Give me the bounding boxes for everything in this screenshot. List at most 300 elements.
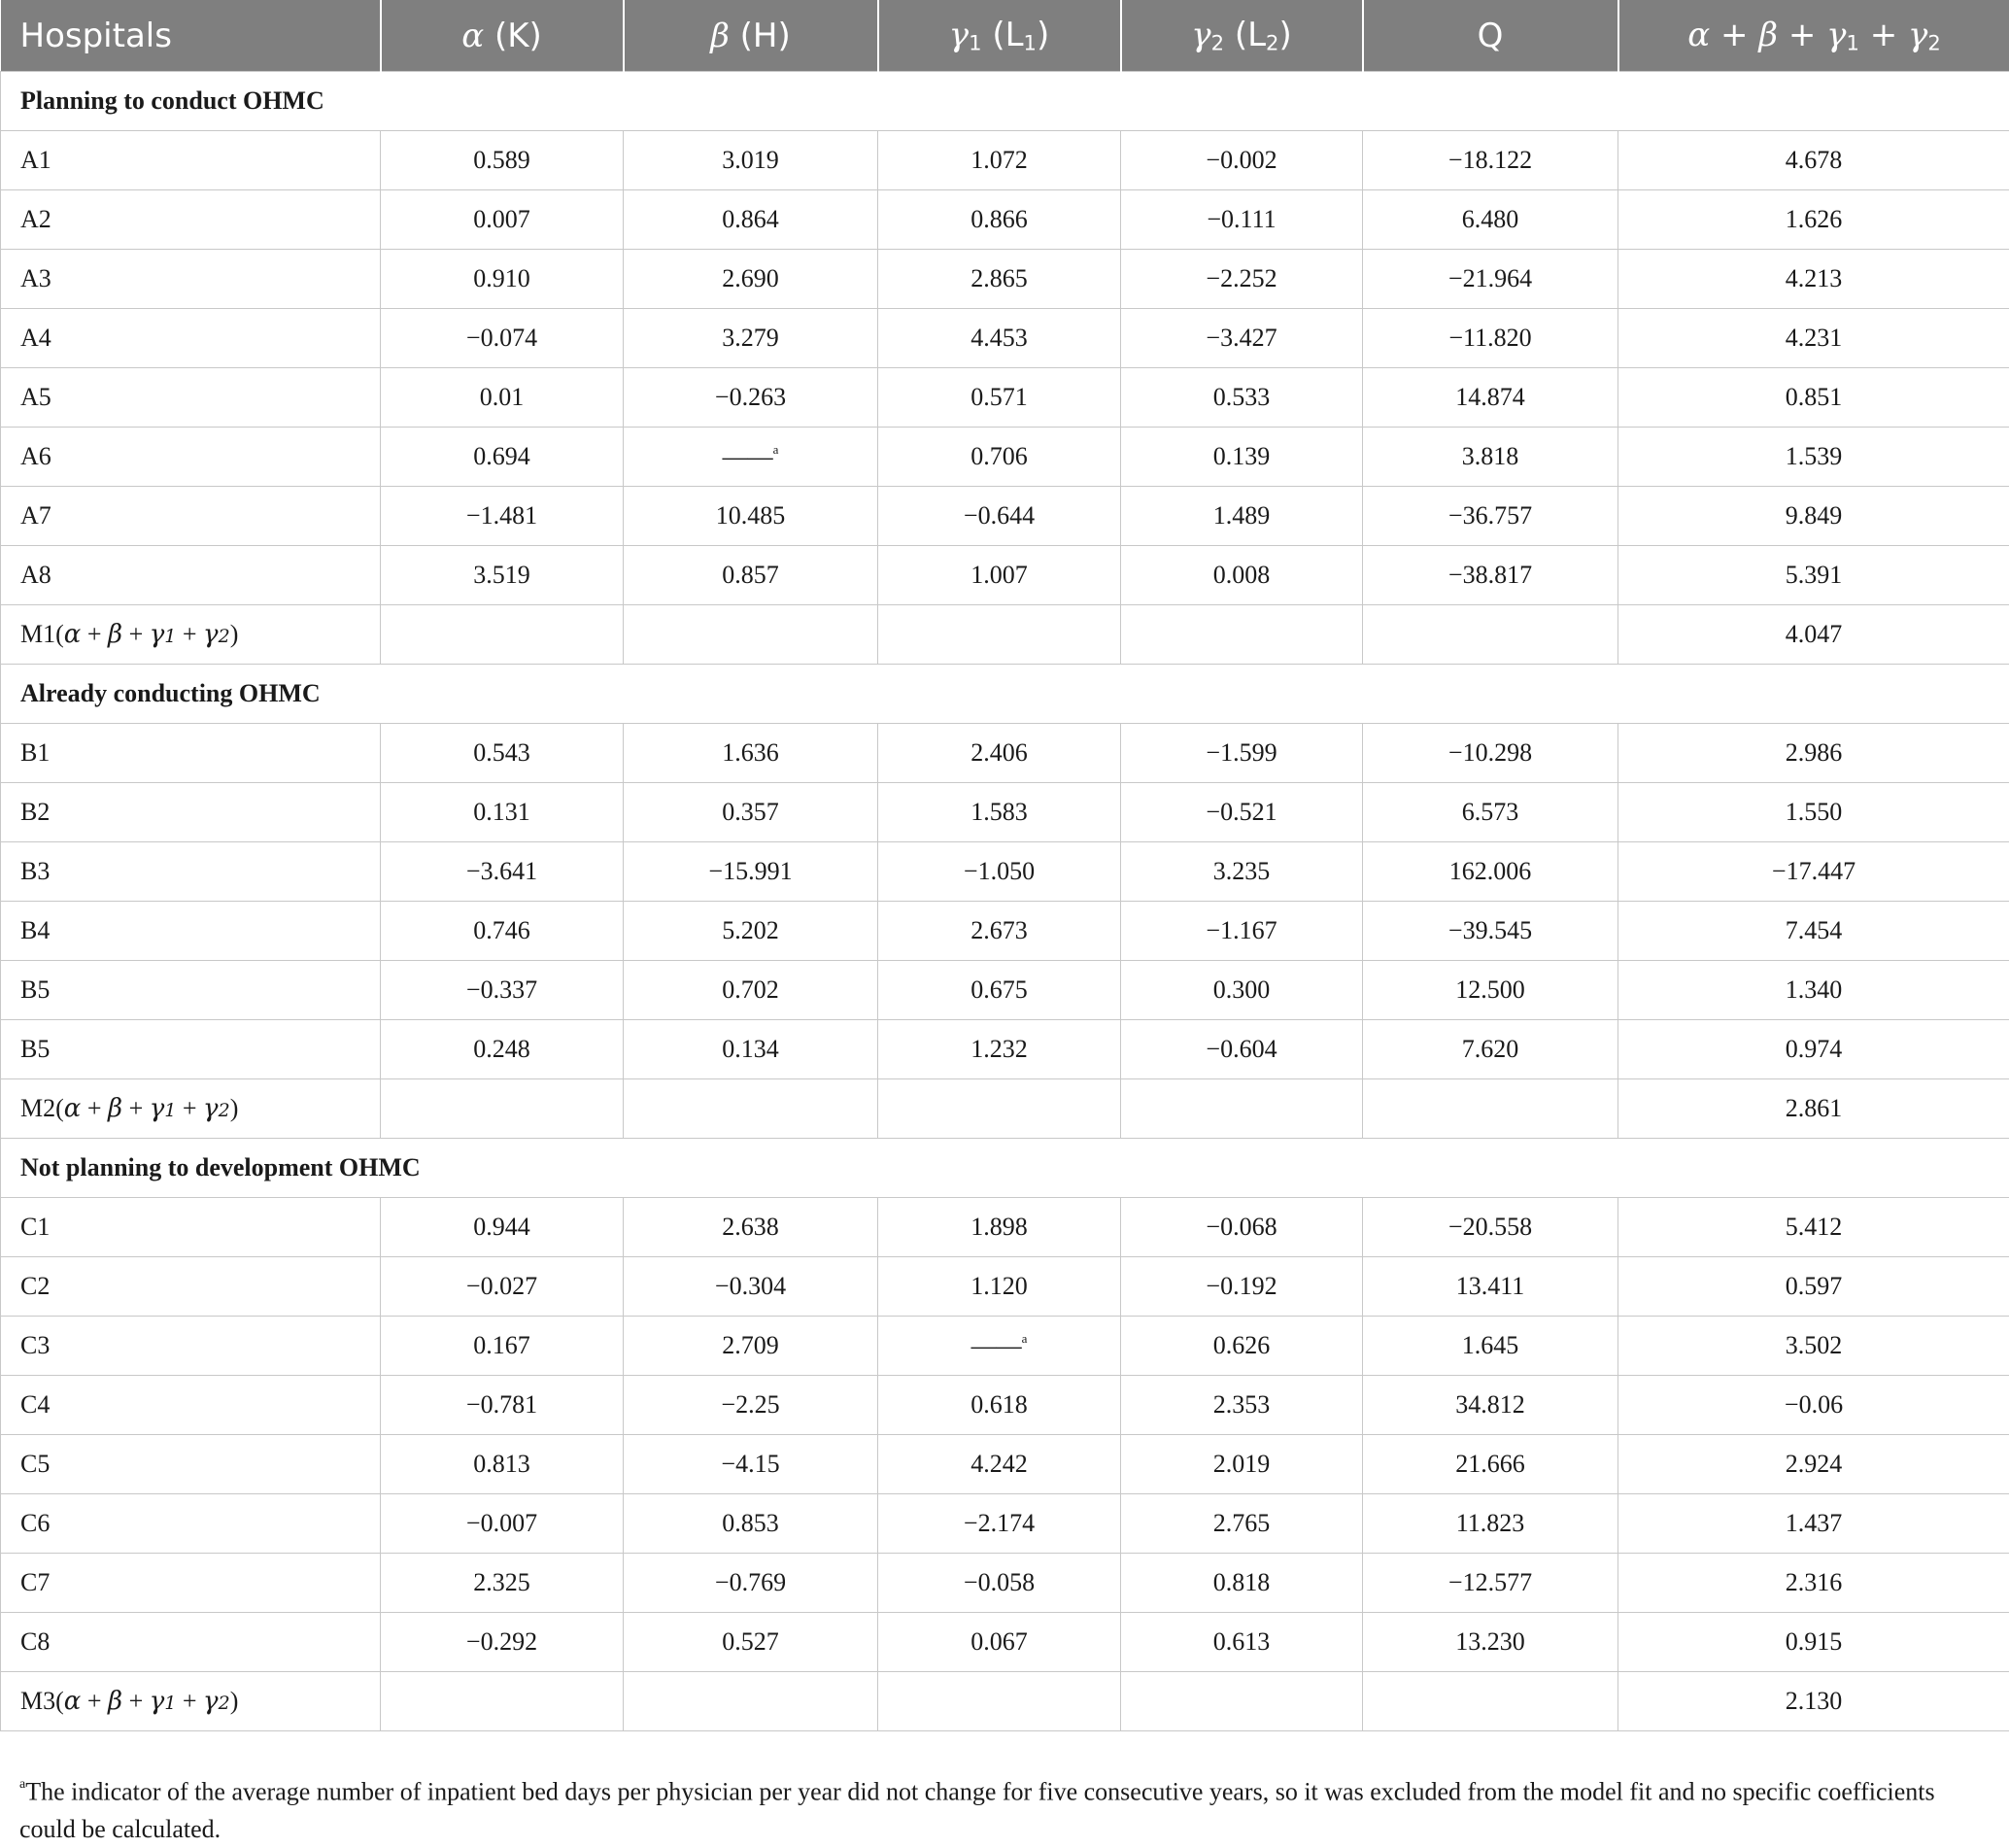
cell-value: 13.230 <box>1455 1627 1525 1656</box>
cell-value: 0.618 <box>970 1390 1028 1419</box>
sum-cell <box>1618 783 2009 842</box>
cell-value: 2.353 <box>1213 1390 1271 1419</box>
gamma1-cell <box>878 1257 1121 1317</box>
table-row <box>1 131 2009 190</box>
cell-value: C3 <box>20 1331 50 1359</box>
cell-value: 21.666 <box>1455 1450 1525 1478</box>
sum-plus: + <box>1788 16 1817 54</box>
hospital-name-cell <box>1 546 381 605</box>
gamma2-cell <box>1121 783 1363 842</box>
cell-value: 0.626 <box>1213 1331 1271 1359</box>
empty-cell <box>1363 1672 1618 1731</box>
beta-cell <box>624 190 878 250</box>
q-cell <box>1363 783 1618 842</box>
cell-value: 0.915 <box>1786 1627 1843 1656</box>
cell-value: C7 <box>20 1568 50 1596</box>
cell-value: 11.823 <box>1456 1509 1525 1537</box>
cell-value: 0.248 <box>473 1035 530 1063</box>
cell-value: 0.864 <box>722 205 779 233</box>
cell-value: 0.746 <box>473 916 530 944</box>
cell-value: 1.340 <box>1786 975 1843 1004</box>
empty-cell <box>381 1672 624 1731</box>
gamma1-cell <box>878 250 1121 309</box>
cell-value: 0.944 <box>473 1213 530 1241</box>
cell-value: 0.01 <box>480 383 525 411</box>
gamma1-var-sub: 1 <box>1024 31 1037 55</box>
alpha-cell <box>381 250 624 309</box>
cell-value: −4.15 <box>721 1450 779 1478</box>
q-cell <box>1363 1376 1618 1435</box>
gamma1-symbol: γ <box>949 16 969 54</box>
cell-value: 0.613 <box>1213 1627 1271 1656</box>
sum-cell <box>1618 1020 2009 1079</box>
q-cell <box>1363 368 1618 428</box>
cell-value: −3.641 <box>466 857 537 885</box>
cell-value: B5 <box>20 1035 50 1063</box>
hospital-name-cell <box>1 428 381 487</box>
cell-value: 7.454 <box>1786 916 1843 944</box>
gamma1-close: ) <box>1037 16 1049 54</box>
sum-cell <box>1618 1317 2009 1376</box>
beta-cell <box>624 783 878 842</box>
cell-value: 0.008 <box>1213 561 1271 589</box>
cell-value: 0.167 <box>473 1331 530 1359</box>
gamma1-cell <box>878 1020 1121 1079</box>
q-cell <box>1363 842 1618 902</box>
mean-formula-part: γ <box>150 1094 165 1123</box>
cell-value: −0.06 <box>1785 1390 1843 1419</box>
cell-value: 4.453 <box>970 324 1028 352</box>
hospital-name-cell <box>1 1198 381 1257</box>
mean-formula-part: α <box>64 620 82 649</box>
beta-cell <box>624 250 878 309</box>
cell-value: 1.583 <box>970 798 1028 826</box>
alpha-var: (K) <box>494 17 542 55</box>
cell-value: 3.519 <box>473 561 530 589</box>
alpha-cell <box>381 1020 624 1079</box>
q-cell <box>1363 1317 1618 1376</box>
gamma1-cell <box>878 783 1121 842</box>
gamma1-cell <box>878 428 1121 487</box>
mean-formula-part: α <box>64 1687 82 1716</box>
cell-value: 0.571 <box>970 383 1028 411</box>
cell-value: 0.357 <box>722 798 779 826</box>
header-gamma2 <box>1121 0 1363 72</box>
mean-row <box>1 1079 2009 1139</box>
sum-gamma2: γ <box>1908 16 1927 54</box>
cell-value: 0.527 <box>722 1627 779 1656</box>
alpha-symbol: α <box>461 17 484 55</box>
empty-cell <box>878 1672 1121 1731</box>
q-cell <box>1363 428 1618 487</box>
alpha-cell <box>381 190 624 250</box>
hospital-name-cell <box>1 1020 381 1079</box>
beta-cell <box>624 724 878 783</box>
gamma1-cell <box>878 1317 1121 1376</box>
cell-value: 5.412 <box>1786 1213 1843 1241</box>
q-cell <box>1363 1554 1618 1613</box>
cell-value: 10.485 <box>716 501 786 530</box>
cell-value: 2.765 <box>1213 1509 1271 1537</box>
footnote-marker: a <box>773 442 779 457</box>
alpha-cell <box>381 961 624 1020</box>
mean-formula-part: M1 <box>20 620 55 648</box>
gamma2-sub: 2 <box>1211 31 1224 55</box>
cell-value: −0.007 <box>466 1509 537 1537</box>
mean-formula-part: α <box>64 1094 82 1123</box>
hospital-name-cell <box>1 190 381 250</box>
table-row <box>1 190 2009 250</box>
hospital-name-cell <box>1 724 381 783</box>
cell-value: 1.645 <box>1462 1331 1519 1359</box>
cell-value: 0.813 <box>473 1450 530 1478</box>
gamma1-cell <box>878 1613 1121 1672</box>
gamma2-cell <box>1121 428 1363 487</box>
cell-value: 0.675 <box>970 975 1028 1004</box>
cell-value: −0.058 <box>964 1568 1035 1596</box>
hospital-name-cell <box>1 1613 381 1672</box>
cell-value: −0.304 <box>715 1272 786 1300</box>
table-row <box>1 1435 2009 1494</box>
header-beta <box>624 0 878 72</box>
mean-formula-part: γ <box>150 620 165 649</box>
sum-cell <box>1618 1494 2009 1554</box>
sum-cell <box>1618 309 2009 368</box>
alpha-cell <box>381 842 624 902</box>
gamma2-cell <box>1121 250 1363 309</box>
cell-value: −18.122 <box>1448 146 1532 174</box>
sum-cell <box>1618 428 2009 487</box>
cell-value: 2.406 <box>970 738 1028 767</box>
cell-value: 2.690 <box>722 264 779 292</box>
beta-cell <box>624 1554 878 1613</box>
cell-value: —— <box>971 1331 1022 1359</box>
mean-formula-part: M2 <box>20 1094 55 1122</box>
cell-value: B1 <box>20 738 50 767</box>
table-row <box>1 724 2009 783</box>
cell-value: 0.853 <box>722 1509 779 1537</box>
sum-cell <box>1618 1198 2009 1257</box>
header-gamma1 <box>878 0 1121 72</box>
table-row <box>1 1554 2009 1613</box>
q-cell <box>1363 1198 1618 1257</box>
q-cell <box>1363 1257 1618 1317</box>
gamma2-cell <box>1121 1435 1363 1494</box>
cell-value: −0.292 <box>466 1627 537 1656</box>
gamma2-cell <box>1121 368 1363 428</box>
cell-value: 3.502 <box>1786 1331 1843 1359</box>
gamma1-cell <box>878 724 1121 783</box>
cell-value: 1.437 <box>1786 1509 1843 1537</box>
cell-value: 0.910 <box>473 264 530 292</box>
sum-gamma2-sub: 2 <box>1927 31 1940 55</box>
gamma2-cell <box>1121 131 1363 190</box>
cell-value: −0.002 <box>1206 146 1277 174</box>
cell-value: 2.986 <box>1786 738 1843 767</box>
mean-formula-part: ) <box>230 1687 239 1715</box>
gamma2-cell <box>1121 842 1363 902</box>
q-cell <box>1363 250 1618 309</box>
cell-value: −17.447 <box>1772 857 1856 885</box>
sum-cell <box>1618 487 2009 546</box>
cell-value: −10.298 <box>1448 738 1532 767</box>
hospital-name-cell <box>1 961 381 1020</box>
sum-alpha: α <box>1687 16 1710 54</box>
hospital-name-cell <box>1 902 381 961</box>
cell-value: −1.167 <box>1206 916 1277 944</box>
alpha-cell <box>381 546 624 605</box>
gamma2-close: ) <box>1278 16 1291 54</box>
sum-plus: + <box>1870 16 1898 54</box>
cell-value: −0.521 <box>1206 798 1277 826</box>
mean-formula-part: + <box>87 1094 102 1122</box>
cell-value: 5.202 <box>722 916 779 944</box>
cell-value: 0.131 <box>473 798 530 826</box>
cell-value: 3.279 <box>722 324 779 352</box>
cell-value: 0.543 <box>473 738 530 767</box>
alpha-cell <box>381 1435 624 1494</box>
gamma2-cell <box>1121 902 1363 961</box>
hospital-name-cell <box>1 1257 381 1317</box>
footnote-marker: a <box>19 1777 25 1792</box>
sum-cell <box>1618 1376 2009 1435</box>
cell-value: A4 <box>20 324 51 352</box>
mean-label-cell <box>1 1672 381 1731</box>
empty-cell <box>878 1079 1121 1139</box>
hospital-name-cell <box>1 1435 381 1494</box>
cell-value: 4.231 <box>1786 324 1843 352</box>
mean-formula-part: ) <box>230 620 239 648</box>
alpha-cell <box>381 1257 624 1317</box>
table-row <box>1 1198 2009 1257</box>
header-q: Q <box>1363 0 1618 72</box>
cell-value: −15.991 <box>708 857 792 885</box>
mean-row <box>1 605 2009 665</box>
cell-value: 1.489 <box>1213 501 1271 530</box>
hospital-name-cell <box>1 368 381 428</box>
beta-cell <box>624 1198 878 1257</box>
beta-symbol: β <box>710 17 730 55</box>
empty-cell <box>624 1079 878 1139</box>
cell-value: −0.644 <box>964 501 1035 530</box>
gamma1-cell <box>878 190 1121 250</box>
empty-cell <box>1121 1079 1363 1139</box>
mean-formula-part: γ <box>203 1687 219 1716</box>
gamma2-cell <box>1121 1020 1363 1079</box>
sum-cell <box>1618 1257 2009 1317</box>
q-cell <box>1363 902 1618 961</box>
mean-formula-part: + <box>87 620 102 648</box>
hospital-name-cell <box>1 1376 381 1435</box>
q-cell <box>1363 1613 1618 1672</box>
cell-value: −20.558 <box>1448 1213 1532 1241</box>
cell-value: 1.539 <box>1786 442 1843 470</box>
gamma1-cell <box>878 1198 1121 1257</box>
gamma2-cell <box>1121 1494 1363 1554</box>
gamma1-cell <box>878 1554 1121 1613</box>
cell-value: −2.25 <box>721 1390 779 1419</box>
mean-formula-part: 2 <box>219 626 230 647</box>
cell-value: −0.027 <box>466 1272 537 1300</box>
sum-plus: + <box>1720 16 1749 54</box>
cell-value: 1.232 <box>970 1035 1028 1063</box>
mean-formula-part: + <box>129 1687 144 1715</box>
cell-value: 0.533 <box>1213 383 1271 411</box>
cell-value: −12.577 <box>1448 1568 1532 1596</box>
cell-value: C1 <box>20 1213 50 1241</box>
cell-value: C5 <box>20 1450 50 1478</box>
gamma1-cell <box>878 1435 1121 1494</box>
cell-value: −0.604 <box>1206 1035 1277 1063</box>
cell-value: −21.964 <box>1448 264 1532 292</box>
cell-value: 0.139 <box>1213 442 1271 470</box>
cell-value: C6 <box>20 1509 50 1537</box>
q-cell <box>1363 724 1618 783</box>
hospital-name-cell <box>1 131 381 190</box>
cell-value: 0.857 <box>722 561 779 589</box>
q-cell <box>1363 309 1618 368</box>
gamma1-cell <box>878 1494 1121 1554</box>
q-cell <box>1363 1020 1618 1079</box>
gamma1-cell <box>878 961 1121 1020</box>
cell-value: 7.620 <box>1462 1035 1519 1063</box>
mean-formula-part: ( <box>55 1094 64 1122</box>
cell-value: 0.866 <box>970 205 1028 233</box>
gamma1-cell <box>878 902 1121 961</box>
table-row <box>1 1376 2009 1435</box>
mean-formula-part: + <box>183 620 197 648</box>
cell-value: −2.174 <box>964 1509 1035 1537</box>
group-label: Not planning to development OHMC <box>1 1139 2009 1198</box>
cell-value: 4.678 <box>1786 146 1843 174</box>
cell-value: B3 <box>20 857 50 885</box>
table-body <box>1 72 2009 1731</box>
table-footnote <box>19 1766 1982 1848</box>
sum-gamma1-sub: 1 <box>1846 31 1858 55</box>
mean-formula-part: + <box>129 620 144 648</box>
sum-cell <box>1618 724 2009 783</box>
cell-value: —— <box>723 442 773 470</box>
cell-value: A5 <box>20 383 51 411</box>
beta-cell <box>624 546 878 605</box>
gamma2-cell <box>1121 1376 1363 1435</box>
table-row <box>1 961 2009 1020</box>
cell-value: −2.252 <box>1206 264 1277 292</box>
cell-value: 12.500 <box>1455 975 1525 1004</box>
gamma1-var: (L <box>992 16 1023 54</box>
hospital-name-cell <box>1 250 381 309</box>
empty-cell <box>381 1079 624 1139</box>
alpha-cell <box>381 368 624 428</box>
table-row <box>1 1494 2009 1554</box>
cell-value: A1 <box>20 146 51 174</box>
cell-value: B2 <box>20 798 50 826</box>
sum-cell <box>1618 902 2009 961</box>
cell-value: 14.874 <box>1455 383 1525 411</box>
cell-value: 0.974 <box>1786 1035 1843 1063</box>
empty-cell <box>1121 605 1363 665</box>
q-cell <box>1363 1494 1618 1554</box>
cell-value: 0.300 <box>1213 975 1271 1004</box>
table-row <box>1 902 2009 961</box>
cell-value: −3.427 <box>1206 324 1277 352</box>
alpha-cell <box>381 902 624 961</box>
q-cell <box>1363 961 1618 1020</box>
cell-value: A8 <box>20 561 51 589</box>
gamma1-cell <box>878 546 1121 605</box>
gamma2-cell <box>1121 487 1363 546</box>
beta-cell <box>624 1317 878 1376</box>
mean-formula-part: β <box>108 1687 122 1716</box>
alpha-cell <box>381 131 624 190</box>
empty-cell <box>878 605 1121 665</box>
beta-cell <box>624 842 878 902</box>
cell-value: −1.481 <box>466 501 537 530</box>
beta-cell <box>624 1494 878 1554</box>
q-cell <box>1363 1435 1618 1494</box>
cell-value: −1.599 <box>1206 738 1277 767</box>
mean-formula-part: 2 <box>219 1100 230 1121</box>
cell-value: C4 <box>20 1390 50 1419</box>
cell-value: 3.235 <box>1213 857 1271 885</box>
beta-cell <box>624 1257 878 1317</box>
cell-value: 6.573 <box>1462 798 1519 826</box>
table-row <box>1 309 2009 368</box>
group-row <box>1 665 2009 724</box>
mean-formula-part: γ <box>203 620 219 649</box>
mean-formula-part: + <box>87 1687 102 1715</box>
sum-cell <box>1618 842 2009 902</box>
alpha-cell <box>381 783 624 842</box>
alpha-cell <box>381 1198 624 1257</box>
alpha-cell <box>381 724 624 783</box>
mean-value-cell: 2.861 <box>1618 1079 2009 1139</box>
cell-value: A3 <box>20 264 51 292</box>
cell-value: 2.924 <box>1786 1450 1843 1478</box>
mean-formula-part: M3 <box>20 1687 55 1715</box>
gamma2-cell <box>1121 724 1363 783</box>
table-row <box>1 428 2009 487</box>
gamma1-cell <box>878 842 1121 902</box>
mean-label-cell <box>1 605 381 665</box>
beta-cell <box>624 428 878 487</box>
gamma2-cell <box>1121 1317 1363 1376</box>
sum-cell <box>1618 546 2009 605</box>
beta-cell <box>624 1435 878 1494</box>
empty-cell <box>624 605 878 665</box>
alpha-cell <box>381 309 624 368</box>
hospital-name-cell <box>1 1494 381 1554</box>
empty-cell <box>381 605 624 665</box>
cell-value: 0.589 <box>473 146 530 174</box>
beta-cell <box>624 1376 878 1435</box>
gamma1-cell <box>878 1376 1121 1435</box>
mean-formula-part: + <box>183 1094 197 1122</box>
beta-cell <box>624 487 878 546</box>
cell-value: 2.316 <box>1786 1568 1843 1596</box>
cell-value: 0.134 <box>722 1035 779 1063</box>
mean-formula-part: ( <box>55 620 64 648</box>
table-row <box>1 250 2009 309</box>
mean-formula-part: γ <box>150 1687 165 1716</box>
cell-value: 2.865 <box>970 264 1028 292</box>
beta-var: (H) <box>740 17 791 55</box>
alpha-cell <box>381 1554 624 1613</box>
beta-cell <box>624 1020 878 1079</box>
footnote-marker: a <box>1022 1331 1028 1346</box>
group-label: Already conducting OHMC <box>1 665 2009 724</box>
empty-cell <box>1121 1672 1363 1731</box>
